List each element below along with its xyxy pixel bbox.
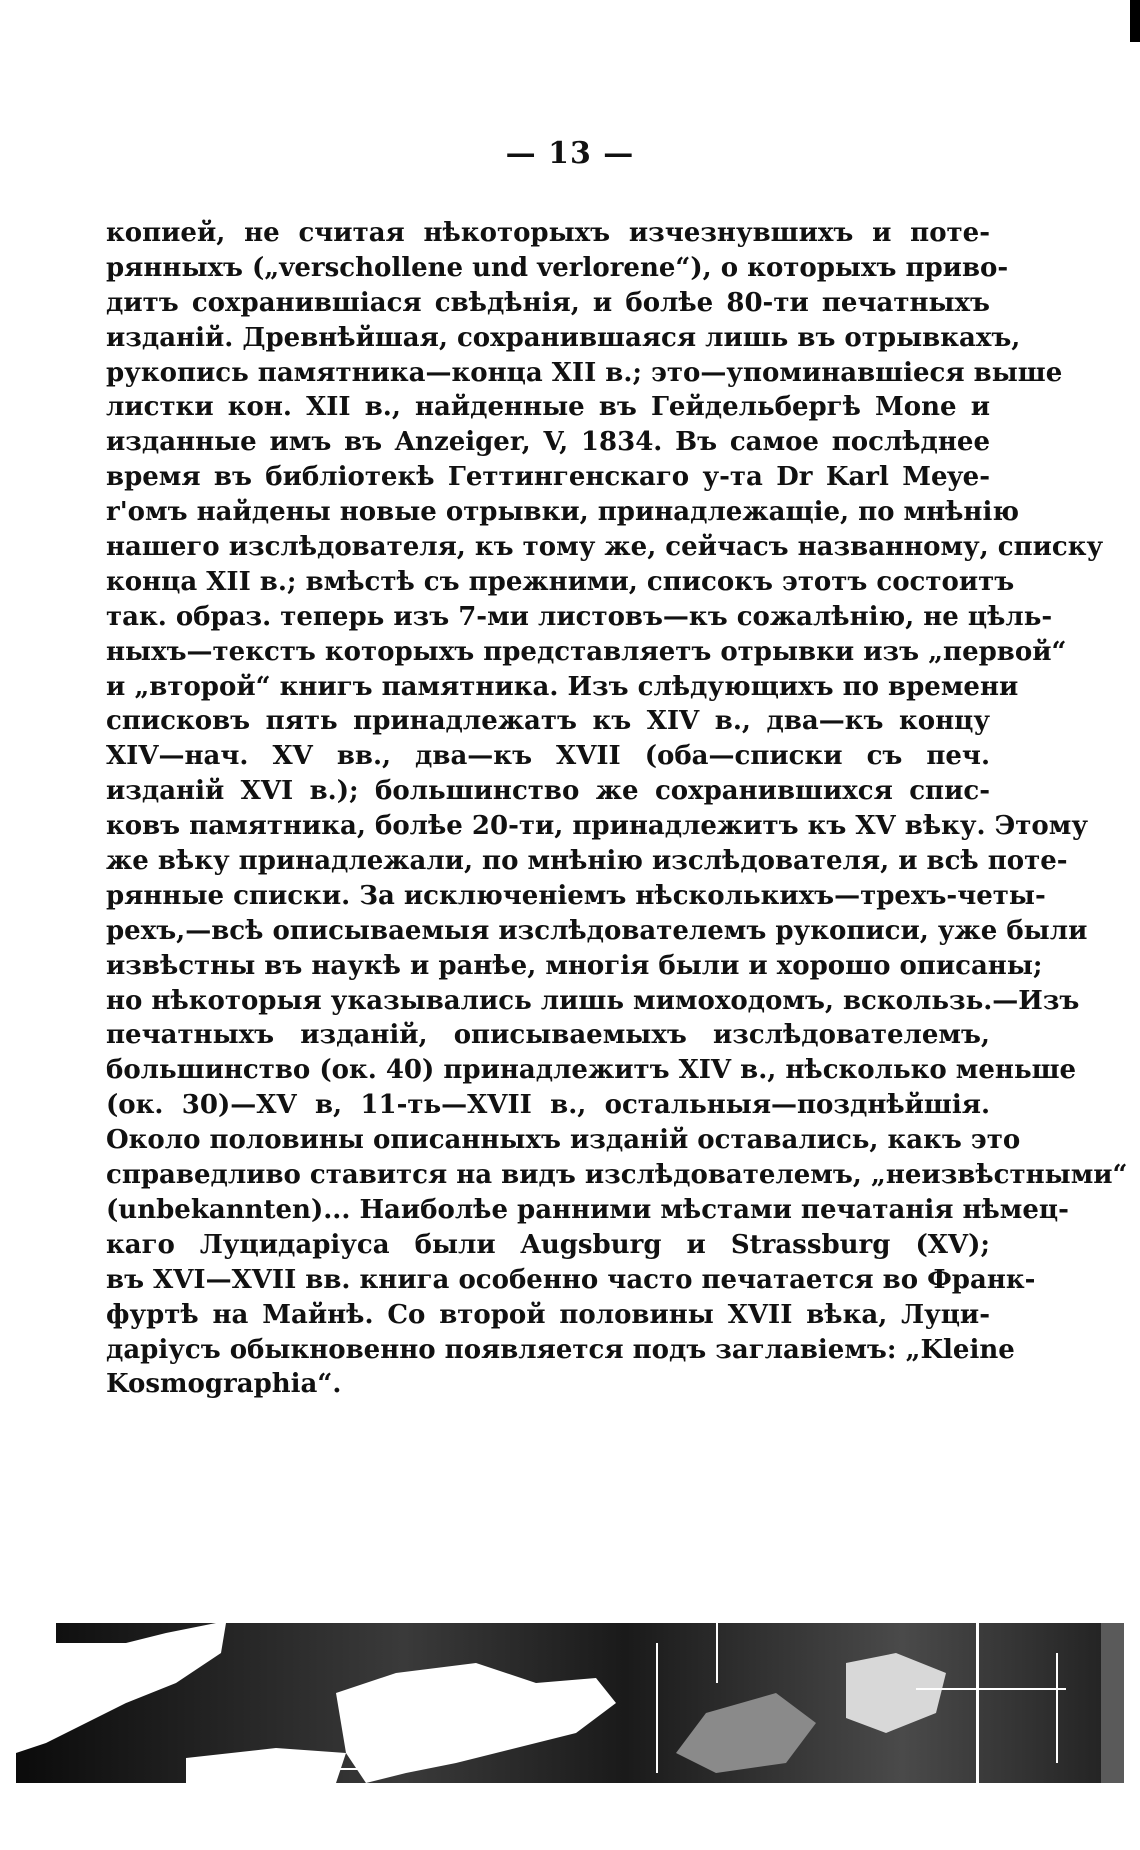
text-line: рехъ,—всѣ описываемыя изслѣдователемъ рукописи, уже были <box>106 915 1088 946</box>
text-line: извѣстны въ наукѣ и ранѣе, многія были и хорошо описаны; <box>106 950 1043 981</box>
page-number: — 13 — <box>505 136 635 171</box>
noise-bar-2 <box>716 1623 718 1683</box>
text-line: XIV—нач. XV вв., два—къ XVII (оба—списки съ печ. <box>106 741 990 772</box>
text-line: Около половины описанныхъ изданій оставались, какъ это <box>106 1125 1021 1156</box>
text-line: ковъ памятника, болѣе 20-ти, принадлежитъ къ XV вѣку. Этому <box>106 811 1088 842</box>
text-line: листки кон. XII в., найденные въ Гейдельбергѣ Mone и <box>106 392 990 423</box>
text-line: так. образ. теперь изъ 7-ми листовъ—къ сожалѣнію, не цѣль- <box>106 601 1053 632</box>
text-line: фуртѣ на Майнѣ. Со второй половины XVII вѣка, Луци- <box>106 1299 990 1330</box>
noise-bar-3 <box>976 1623 979 1783</box>
text-line: конца XII в.; вмѣстѣ съ прежними, списокъ этотъ состоитъ <box>106 566 1015 597</box>
text-line: копией, не считая нѣкоторыхъ изчезнувшихъ и поте- <box>106 218 990 248</box>
text-line: справедливо ставится на видъ изслѣдователемъ, „неизвѣстными“ <box>106 1160 1128 1191</box>
body-text <box>106 216 1128 1402</box>
text-line: рянныхъ („verschollene und verlorene“), о которыхъ приво- <box>106 252 1009 283</box>
noise-strip-right <box>1101 1623 1124 1783</box>
scan-edge-mark <box>1130 0 1140 42</box>
text-line: печатныхъ изданій, описываемыхъ изслѣдователемъ, <box>106 1020 990 1051</box>
text-line: рянные списки. За исключеніемъ нѣсколькихъ—трехъ-четы- <box>106 880 1046 911</box>
noise-bar-4 <box>1056 1653 1058 1763</box>
noise-line-1 <box>916 1688 1066 1690</box>
noise-line-3 <box>76 1651 196 1654</box>
text-line: (ок. 30)—XV в, 11-ть—XVII в., остальныя—позднѣйшія. <box>106 1090 990 1121</box>
text-line: (unbekannten)... Наиболѣе ранними мѣстами печатанія нѣмец- <box>106 1194 1069 1225</box>
text-line: дитъ сохранившіася свѣдѣнія, и болѣе 80-ти печатныхъ <box>106 287 990 318</box>
text-line: и „второй“ книгъ памятника. Изъ слѣдующихъ по времени <box>106 671 1019 702</box>
text-line: большинство (ок. 40) принадлежитъ XIV в., нѣсколько меньше <box>106 1055 1077 1086</box>
text-line: каго Луцидаріуса были Augsburg и Strassburg (XV); <box>106 1229 990 1260</box>
text-line: изданные имъ въ Anzeiger, V, 1834. Въ самое послѣднее <box>106 427 990 458</box>
text-line: время въ библіотекѣ Геттингенскаго у-та Dr Karl Meye- <box>106 462 990 493</box>
text-line: изданій XVI в.); большинство же сохранившихся спис- <box>106 776 990 807</box>
noise-bar-1 <box>656 1643 658 1773</box>
text-line: же вѣку принадлежали, по мнѣнію изслѣдователя, и всѣ поте- <box>106 846 1068 877</box>
text-line: r'омъ найдены новые отрывки, принадлежащіе, по мнѣнію <box>106 497 1019 528</box>
scan-noise-band <box>16 1623 1124 1783</box>
text-line: списковъ пять принадлежатъ къ XIV в., два—къ концу <box>106 706 990 737</box>
text-line: но нѣкоторыя указывались лишь мимоходомъ, вскользь.—Изъ <box>106 985 1080 1016</box>
text-line: рукопись памятника—конца XII в.; это—упоминавшіеся выше <box>106 357 1063 388</box>
text-line: даріусъ обыкновенно появляется подъ заглавіемъ: „Kleine <box>106 1334 1015 1365</box>
text-line: нашего изслѣдователя, къ тому же, сейчасъ названному, списку <box>106 532 1104 563</box>
noise-line-2 <box>276 1768 396 1770</box>
text-line: ныхъ—текстъ которыхъ представляетъ отрывки изъ „первой“ <box>106 636 1067 667</box>
text-line: изданій. Древнѣйшая, сохранившаяся лишь въ отрывкахъ, <box>106 322 1021 353</box>
text-line: Kosmographia“. <box>106 1369 342 1400</box>
text-line: въ XVI—XVII вв. книга особенно часто печатается во Франк- <box>106 1264 1036 1295</box>
